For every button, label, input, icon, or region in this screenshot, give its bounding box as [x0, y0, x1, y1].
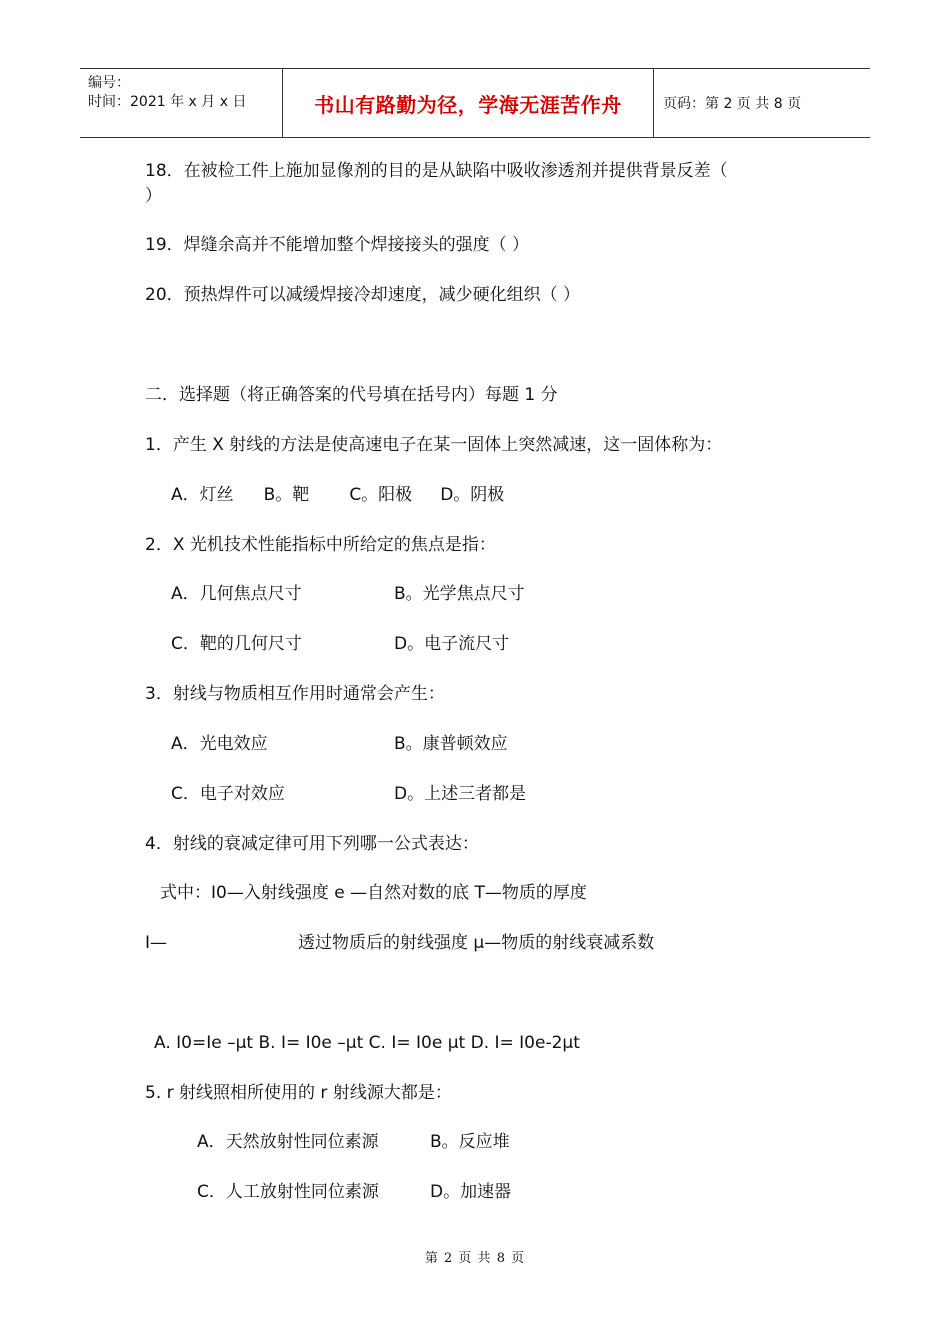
mc-4-legend-2-text: 透过物质后的射线强度 μ—物质的射线衰减系数: [298, 933, 655, 953]
question-19: 19．焊缝余高并不能增加整个焊接接头的强度（ ）: [145, 235, 530, 255]
header-motto: 书山有路勤为径，学海无涯苦作舟: [282, 69, 654, 137]
mc-1-option-b: B。靶: [263, 485, 310, 505]
mc-1-option-a: A．灯丝: [171, 485, 234, 505]
page-header: [80, 68, 870, 138]
mc-2-option-c: C．靶的几何尺寸: [171, 634, 302, 654]
mc-3-option-a: A．光电效应: [171, 734, 268, 754]
mc-3-option-b: B。康普顿效应: [394, 734, 508, 754]
mc-3-option-d: D。上述三者都是: [394, 784, 527, 804]
mc-4-stem: 4．射线的衰减定律可用下列哪一公式表达：: [145, 834, 479, 854]
header-meta: [80, 69, 282, 137]
mc-5-option-b: B。反应堆: [430, 1132, 510, 1152]
page-footer: 第 2 页 共 8 页: [424, 1251, 526, 1266]
mc-5-option-d: D。加速器: [430, 1182, 512, 1202]
mc-5-option-c: C．人工放射性同位素源: [197, 1182, 379, 1202]
mc-4-options: A. I0=Ie –μt B. I= I0e –μt C. I= I0e μt D. I= I0e-2μt: [154, 1033, 580, 1053]
mc-2-option-d: D。电子流尺寸: [394, 634, 510, 654]
mc-5-option-a: A．天然放射性同位素源: [197, 1132, 379, 1152]
time-label: 时间：2021 年 x 月 x 日: [88, 94, 247, 110]
mc-2-stem: 2．X 光机技术性能指标中所给定的焦点是指：: [145, 535, 496, 555]
question-18: 18．在被检工件上施加显像剂的目的是从缺陷中吸收渗透剂并提供背景反差（: [145, 161, 728, 181]
mc-1-option-c: C。阳极: [349, 485, 413, 505]
mc-4-legend-1: 式中：I0—入射线强度 e —自然对数的底 T—物质的厚度: [160, 883, 587, 903]
question-20: 20．预热焊件可以减缓焊接冷却速度，减少硬化组织（ ）: [145, 285, 581, 305]
header-page-info: 页码：第 2 页 共 8 页: [663, 96, 802, 112]
question-18-cont: ）: [145, 186, 162, 206]
mc-4-legend-2-symbol: I—: [145, 933, 168, 953]
mc-3-stem: 3．射线与物质相互作用时通常会产生：: [145, 684, 445, 704]
number-label: 编号：: [88, 75, 130, 91]
section-2-title: 二．选择题（将正确答案的代号填在括号内）每题 1 分: [145, 385, 558, 405]
mc-5-stem: 5. r 射线照相所使用的 r 射线源大都是：: [145, 1083, 452, 1103]
mc-3-option-c: C．电子对效应: [171, 784, 285, 804]
mc-1-options: [171, 484, 504, 506]
mc-2-option-b: B。光学焦点尺寸: [394, 584, 525, 604]
mc-1-stem: 1．产生 X 射线的方法是使高速电子在某一固体上突然减速，这一固体称为：: [145, 435, 723, 455]
mc-1-option-d: D。阴极: [440, 485, 505, 505]
mc-2-option-a: A．几何焦点尺寸: [171, 584, 302, 604]
